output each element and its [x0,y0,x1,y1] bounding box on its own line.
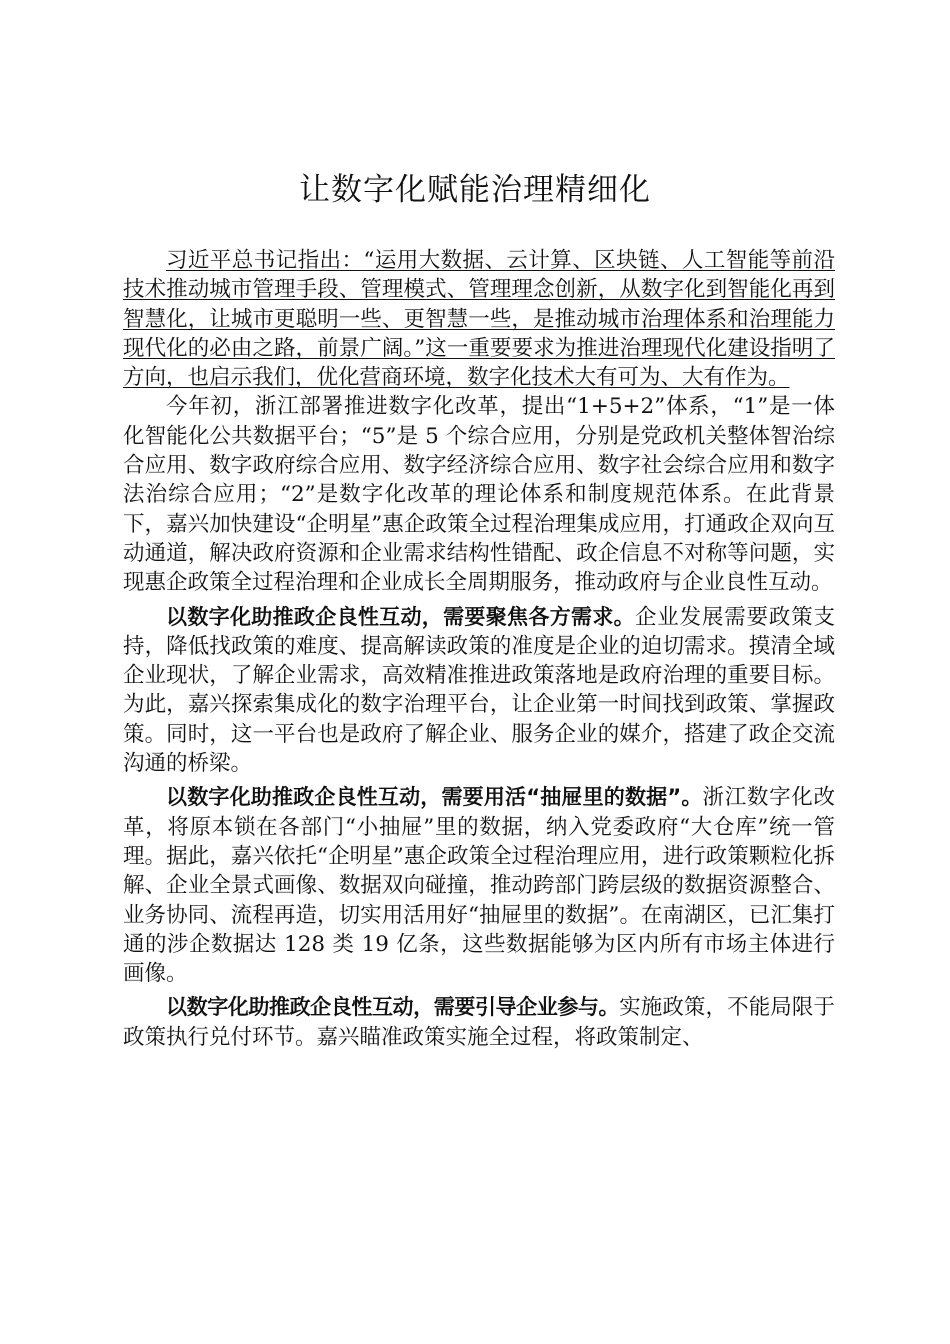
paragraph-lead: 以数字化助推政企良性互动，需要聚焦各方需求。 [166,604,635,629]
paragraph-section-needs [123,603,835,779]
paragraph-lead: 以数字化助推政企良性互动，需要用活“抽屉里的数据”。 [166,785,703,810]
paragraph-section-participation [123,993,835,1052]
paragraph-text: 浙江数字化改革，将原本锁在各部门“小抽屉”里的数据，纳入党委政府“大仓库”统一管理。据此，嘉兴依托“企明星”惠企政策全过程治理应用，进行政策颗粒化拆解、企业全景式画像、数据双向碰撞，推动跨部门跨层级的数据资源整合、业务协同、流程再造，切实用活用好“抽屉里的数据”。在南湖区，已汇集打通的涉企数据达 128 类 19 亿条，这些数据能够为区内所有市场主体进行画像。 [123,785,835,987]
paragraph-section-data [123,783,835,988]
paragraph-text: 企业发展需要政策支持，降低找政策的难度、提高解读政策的准度是企业的迫切需求。摸清全域企业现状，了解企业需求，高效精准推进政策落地是政府治理的重要目标。为此，嘉兴探索集成化的数字治理平台，让企业第一时间找到政策、掌握政策。同时，这一平台也是政府了解企业、服务企业的媒介，搭建了政企交流沟通的桥梁。 [123,604,835,777]
document-title: 让数字化赋能治理精细化 [299,172,651,208]
paragraph-text: 习近平总书记指出：“运用大数据、云计算、区块链、人工智能等前沿技术推动城市管理手段、管理模式、管理理念创新，从数字化到智能化再到智慧化，让城市更聪明一些、更智慧一些，是推动城市治理体系和治理能力现代化的必由之路，前景广阔。”这一重要要求为推进治理现代化建设指明了方向，也启示我们，优化营商环境，数字化技术大有可为、大有作为。 [123,248,835,391]
paragraph-text: 今年初，浙江部署推进数字化改革，提出“1+5+2”体系，“1”是一体化智能化公共数据平台；“5”是 5 个综合应用，分别是党政机关整体智治综合应用、数字政府综合应用、数字经济综合应用、数字社会综合应用和数字法治综合应用；“2”是数字化改革的理论体系和制度规范体系。在此背景下，嘉兴加快建设“企明星”惠企政策全过程治理集成应用，打通政企双向互动通道，解决政府资源和企业需求结构性错配、政企信息不对称等问题，实现惠企政策全过程治理和企业成长全周期服务，推动政府与企业良性互动。 [123,394,835,596]
paragraph-lead: 以数字化助推政企良性互动，需要引导企业参与。 [166,995,620,1020]
paragraph-quote [123,246,835,392]
paragraph-background [123,392,835,597]
document-body [123,246,835,1052]
paragraph-text: 实施政策，不能局限于政策执行兑付环节。嘉兴瞄准政策实施全过程，将政策制定、 [123,995,835,1050]
